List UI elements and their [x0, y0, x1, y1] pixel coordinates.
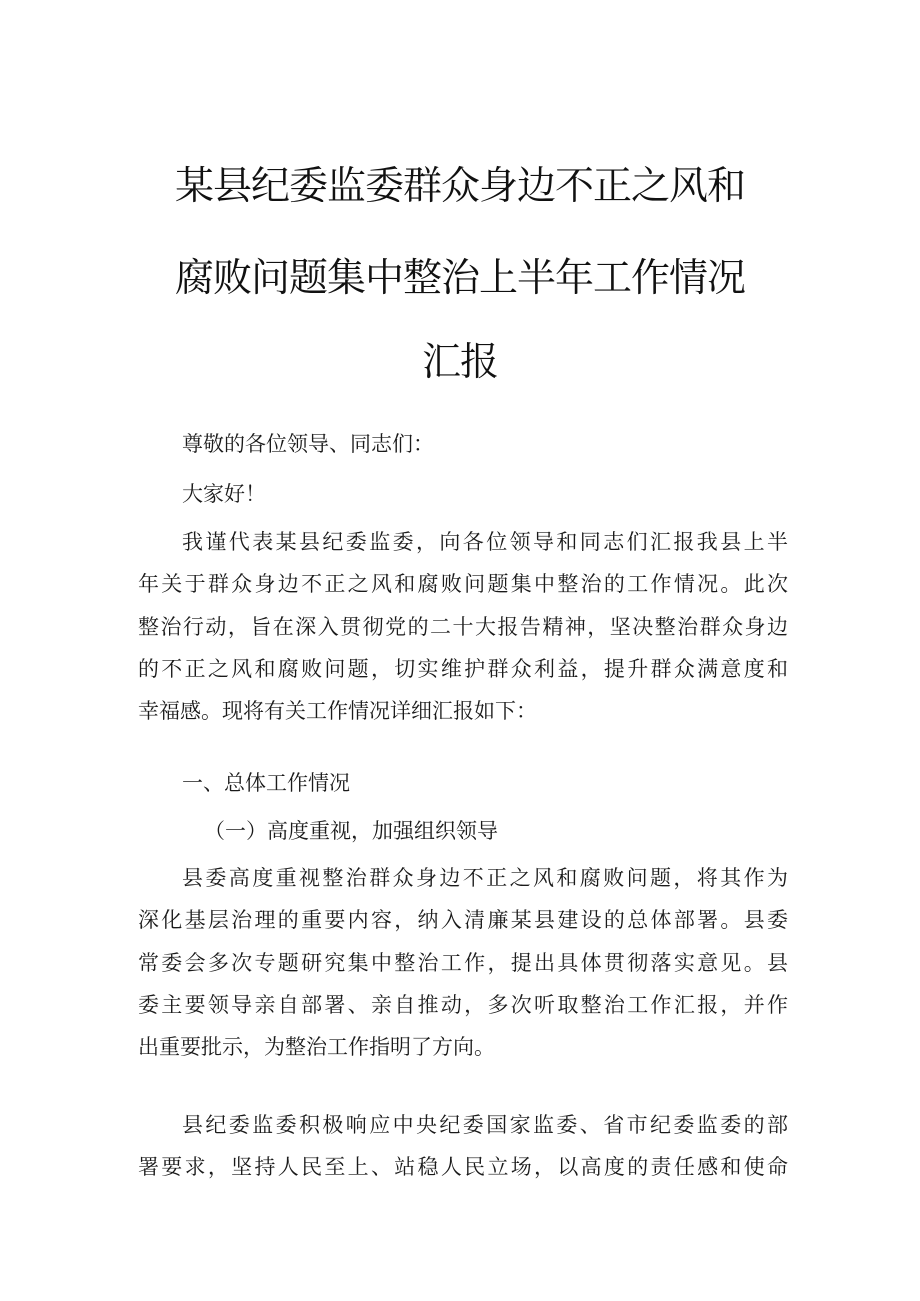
salutation-text: 尊敬的各位领导、同志们：: [182, 432, 434, 456]
paragraph-line: 的不正之风和腐败问题，切实维护群众利益，提升群众满意度和: [138, 656, 788, 681]
subsection-heading-text: （一）高度重视，加强组织领导: [204, 819, 498, 843]
paragraph-line: 深化基层治理的重要内容，纳入清廉某县建设的总体部署。县委: [138, 908, 788, 933]
section-heading-text: 一、总体工作情况: [182, 771, 350, 795]
body-paragraph-1: [138, 857, 788, 1068]
section-heading-1: [138, 762, 788, 804]
intro-paragraph: [138, 521, 788, 732]
subsection-heading-1: [138, 810, 788, 852]
paragraph-line: 我谨代表某县纪委监委，向各位领导和同志们汇报我县上半: [182, 530, 788, 554]
paragraph-line: 年关于群众身边不正之风和腐败问题集中整治的工作情况。此次: [138, 572, 788, 597]
document-title-line-2: 腐败问题集中整治上半年工作情况: [174, 256, 745, 301]
paragraph-line: 常委会多次专题研究集中整治工作，提出具体贯彻落实意见。县: [138, 950, 788, 975]
body-paragraph-2: [138, 1104, 788, 1189]
document-title-line-3: 汇报: [421, 340, 498, 385]
paragraph-line: 县委高度重视整治群众身边不正之风和腐败问题，将其作为: [182, 866, 788, 890]
paragraph-line: 县纪委监委积极响应中央纪委国家监委、省市纪委监委的部: [182, 1113, 788, 1137]
document-title-line-1: 某县纪委监委群众身边不正之风和: [174, 164, 745, 209]
salutation: [138, 423, 788, 465]
greeting: [138, 473, 788, 515]
greeting-text: 大家好！: [182, 482, 266, 506]
paragraph-line: 整治行动，旨在深入贯彻党的二十大报告精神，坚决整治群众身边: [138, 614, 788, 639]
paragraph-line: 幸福感。现将有关工作情况详细汇报如下：: [138, 699, 537, 724]
paragraph-line: 出重要批示，为整治工作指明了方向。: [138, 1035, 495, 1060]
paragraph-line: 委主要领导亲自部署、亲自推动，多次听取整治工作汇报，并作: [138, 992, 788, 1017]
paragraph-line: 署要求，坚持人民至上、站稳人民立场，以高度的责任感和使命: [138, 1155, 788, 1180]
